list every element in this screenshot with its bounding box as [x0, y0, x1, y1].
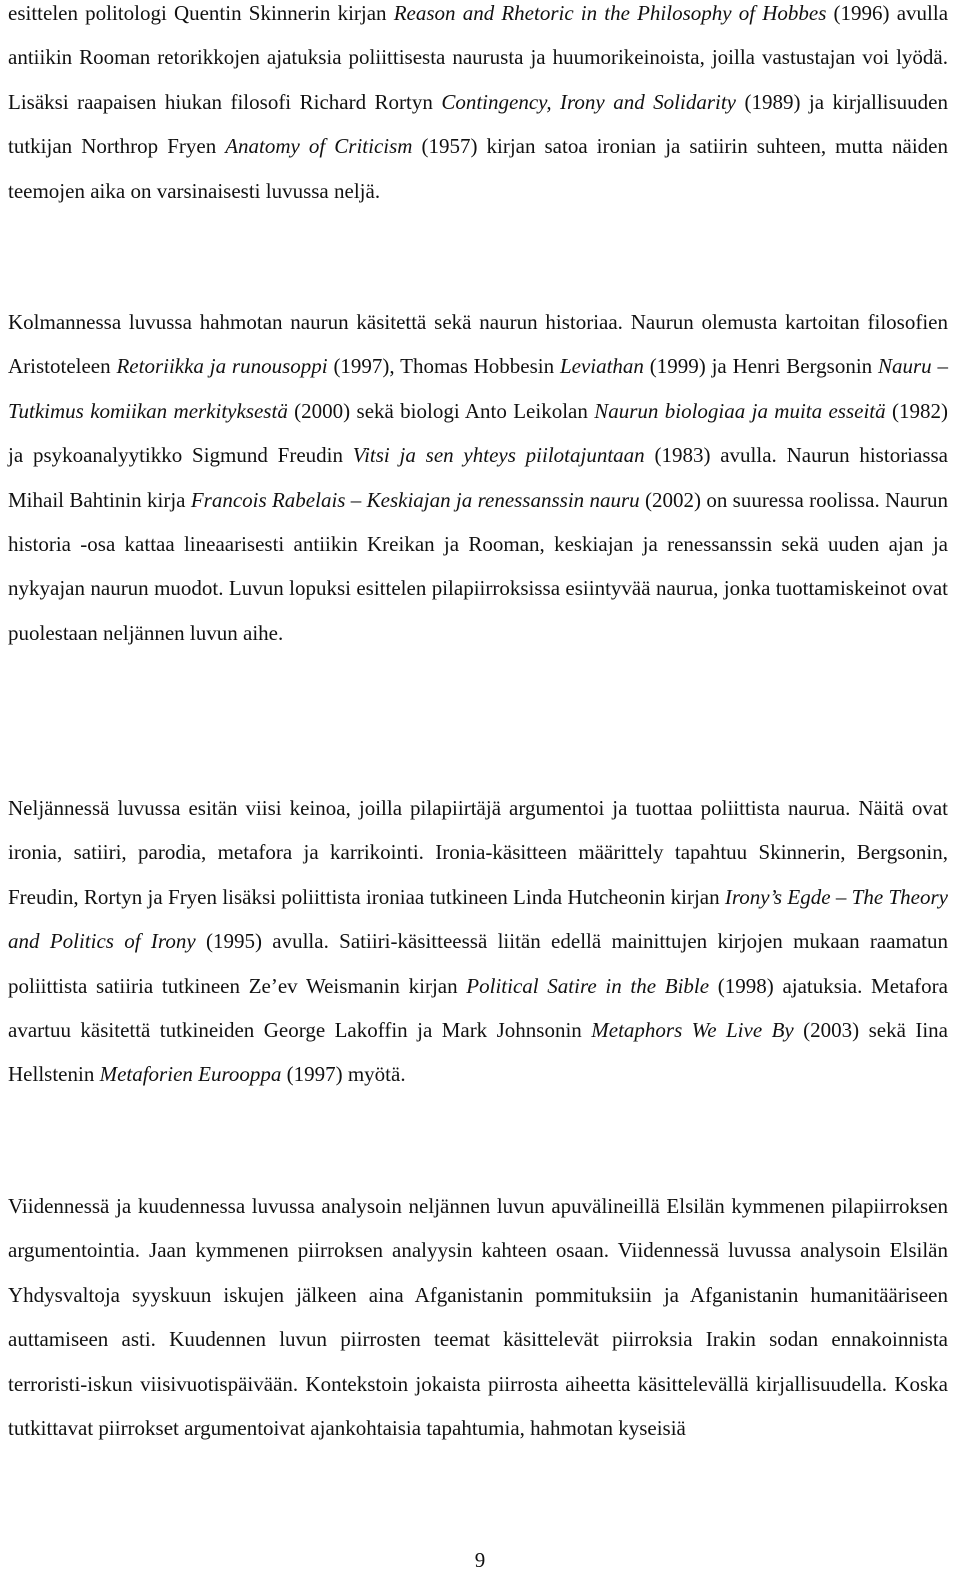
cited-title: Leviathan — [559, 354, 644, 379]
text-segment: (1957) kirjan satoa ironian ja satiirin suhteen, mutta näiden teemojen aika on varsinaisesti luvussa neljä. — [8, 134, 948, 203]
page-number: 9 — [474, 1548, 486, 1572]
text-segment: (1997) myötä. — [281, 1062, 406, 1087]
text-segment: (2002) on suuressa roolissa. Naurun historia -osa kattaa lineaarisesti antiikin Kreikan ja Rooman, keskiajan ja renessanssin sekä uuden ajan ja nykyajan naurun muodot. Luvun lopuksi esittelen pilapiirroksissa esiintyvää naurua, jonka tuottamiskeinot ovat puolestaan neljännen luvun aihe. — [8, 487, 949, 645]
cited-title: Irony’s Egde – The Theory and Politics of Irony — [8, 884, 948, 954]
text-segment: Neljännessä luvussa esitän viisi keinoa, joilla pilapiirtäjä argumentoi ja tuottaa poliittista naurua. Näitä ovat ironia, satiiri, parodia, metafora ja karrikointi. Ironia-käsitteen määrittely tapahtuu Skinnerin, Bergsonin, Freudin, Rortyn ja Fryen lisäksi poliittista ironiaa tutkineen Linda Hutcheonin kirjan — [8, 796, 948, 909]
text-segment: (1983) avulla. Naurun historiassa Mihail Bahtinin kirja — [8, 443, 949, 512]
text-segment: esittelen politologi Quentin Skinnerin kirjan — [8, 1, 394, 25]
text-segment: (1995) avulla. Satiiri-käsitteessä liitän edellä mainittujen kirjojen mukaan raamatun poliittista satiiria tutkineen Ze’ev Weismanin kirjan — [8, 929, 949, 998]
text-segment: (1982) ja psykoanalyytikko Sigmund Freudin — [8, 398, 948, 468]
cited-title: Naurun biologiaa ja muita esseitä — [594, 398, 886, 423]
cited-title: Metaphors We Live By — [591, 1018, 794, 1043]
paragraph-4 — [8, 1184, 948, 1450]
paragraph-2 — [8, 300, 948, 655]
paragraph-3 — [8, 786, 948, 1097]
paragraph-1 — [8, 0, 948, 213]
text-segment: (2003) sekä Iina Hellstenin — [8, 1018, 949, 1087]
cited-title: Metaforien Eurooppa — [99, 1062, 282, 1087]
text-segment: (1989) ja kirjallisuuden tutkijan Northrop Fryen — [8, 89, 949, 159]
cited-title: Political Satire in the Bible — [466, 973, 710, 998]
cited-title: Nauru – Tutkimus komiikan merkityksestä — [8, 354, 948, 423]
text-segment: (1997), Thomas Hobbesin — [327, 354, 560, 379]
cited-title: Retoriikka ja runousoppi — [116, 354, 328, 379]
cited-title: Reason and Rhetoric in the Philosophy of Hobbes — [393, 1, 827, 25]
text-segment: Viidennessä ja kuudennessa luvussa analysoin neljännen luvun apuvälineillä Elsilän kymmenen pilapiirroksen argumentointia. Jaan kymmenen piirroksen analyysin kahteen osaan. Viidennessä luvussa analysoin Elsilän Yhdysvaltoja syyskuun iskujen jälkeen aina Afganistanin pommituksiin ja Afganistanin humanitääriseen auttamiseen asti. Kuudennen luvun piirrosten teemat käsittelevät piirroksia Irakin sodan ennakoinnista terroristi-iskun viisivuotispäivään. Kontekstoin jokaista piirrosta aiheetta käsittelevällä kirjallisuudella. Koska tutkittavat piirrokset argumentoivat ajankohtaisia tapahtumia, hahmotan kyseisiä — [8, 1194, 948, 1441]
cited-title: Vitsi ja sen yhteys piilotajuntaan — [352, 443, 645, 468]
text-segment: (1998) ajatuksia. Metafora avartuu käsitettä tutkineiden George Lakoffin ja Mark Johnsonin — [8, 973, 948, 1043]
text-segment: Kolmannessa luvussa hahmotan naurun käsitettä sekä naurun historiaa. Naurun olemusta kartoitan filosofien Aristoteleen — [8, 310, 948, 379]
cited-title: Contingency, Irony and Solidarity — [441, 89, 736, 114]
text-segment: (2000) sekä biologi Anto Leikolan — [287, 398, 595, 423]
text-segment: (1999) ja Henri Bergsonin — [643, 354, 878, 379]
text-segment: (1996) avulla antiikin Rooman retorikkojen ajatuksia poliittisesta naurusta ja huumorikeinoista, joilla vastustajan voi lyödä. Lisäksi raapaisen hiukan filosofi Richard Rortyn — [8, 1, 949, 114]
cited-title: Anatomy of Criticism — [225, 134, 413, 159]
cited-title: Francois Rabelais – Keskiajan ja renessanssin nauru — [190, 487, 640, 512]
